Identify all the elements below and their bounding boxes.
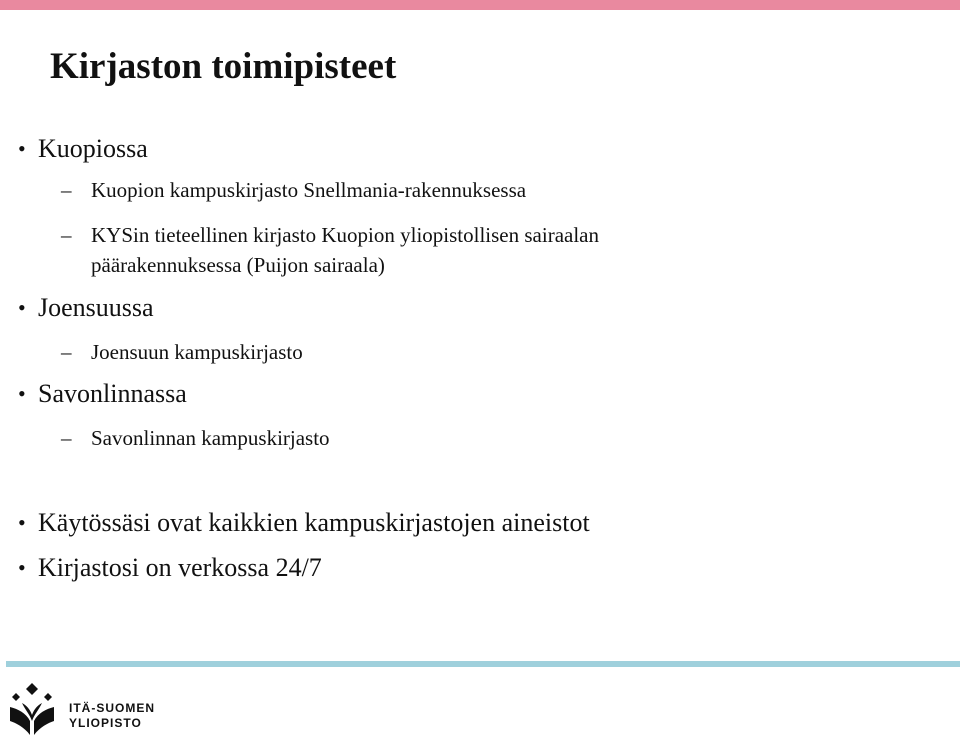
dash-marker: –	[61, 178, 72, 202]
university-name	[69, 701, 155, 731]
subitem-text: Joensuun kampuskirjasto	[91, 340, 303, 364]
subitem-kuopion-kampuskirjasto	[61, 175, 526, 205]
university-name-line-2: YLIOPISTO	[69, 716, 142, 730]
subitem-text-line-1: KYSin tieteellinen kirjasto Kuopion yliopistollisen sairaalan	[91, 223, 599, 247]
bullet-text: Savonlinnassa	[38, 379, 187, 408]
university-name-line-1: ITÄ-SUOMEN	[69, 701, 155, 715]
bottom-accent-bar	[6, 661, 960, 667]
university-logo-icon	[6, 681, 58, 737]
subitem-text: Kuopion kampuskirjasto Snellmania-rakennuksessa	[91, 178, 527, 202]
bullet-text: Kirjastosi on verkossa 24/7	[38, 553, 322, 582]
dash-marker: –	[61, 223, 72, 247]
bullet-marker: •	[18, 136, 26, 161]
bullet-verkossa	[18, 550, 322, 586]
subitem-joensuun-kampuskirjasto	[61, 337, 303, 367]
top-accent-bar	[0, 0, 960, 10]
bullet-savonlinnassa	[18, 376, 187, 412]
subitem-text-line-2: päärakennuksessa (Puijon sairaala)	[91, 253, 385, 277]
bullet-text: Kuopiossa	[38, 134, 148, 163]
bullet-marker: •	[18, 381, 26, 406]
bullet-marker: •	[18, 555, 26, 580]
bullet-marker: •	[18, 295, 26, 320]
subitem-savonlinnan-kampuskirjasto	[61, 423, 330, 453]
bullet-text: Joensuussa	[38, 293, 154, 322]
bullet-marker: •	[18, 510, 26, 535]
dash-marker: –	[61, 426, 72, 450]
bullet-text: Käytössäsi ovat kaikkien kampuskirjastojen aineistot	[38, 508, 590, 537]
dash-marker: –	[61, 340, 72, 364]
subitem-text: Savonlinnan kampuskirjasto	[91, 426, 330, 450]
subitem-kys-kirjasto	[61, 220, 599, 280]
bullet-kuopiossa	[18, 131, 148, 167]
slide-title: Kirjaston toimipisteet	[50, 46, 397, 87]
bullet-kaytossasi	[18, 505, 590, 541]
bullet-joensuussa	[18, 290, 154, 326]
